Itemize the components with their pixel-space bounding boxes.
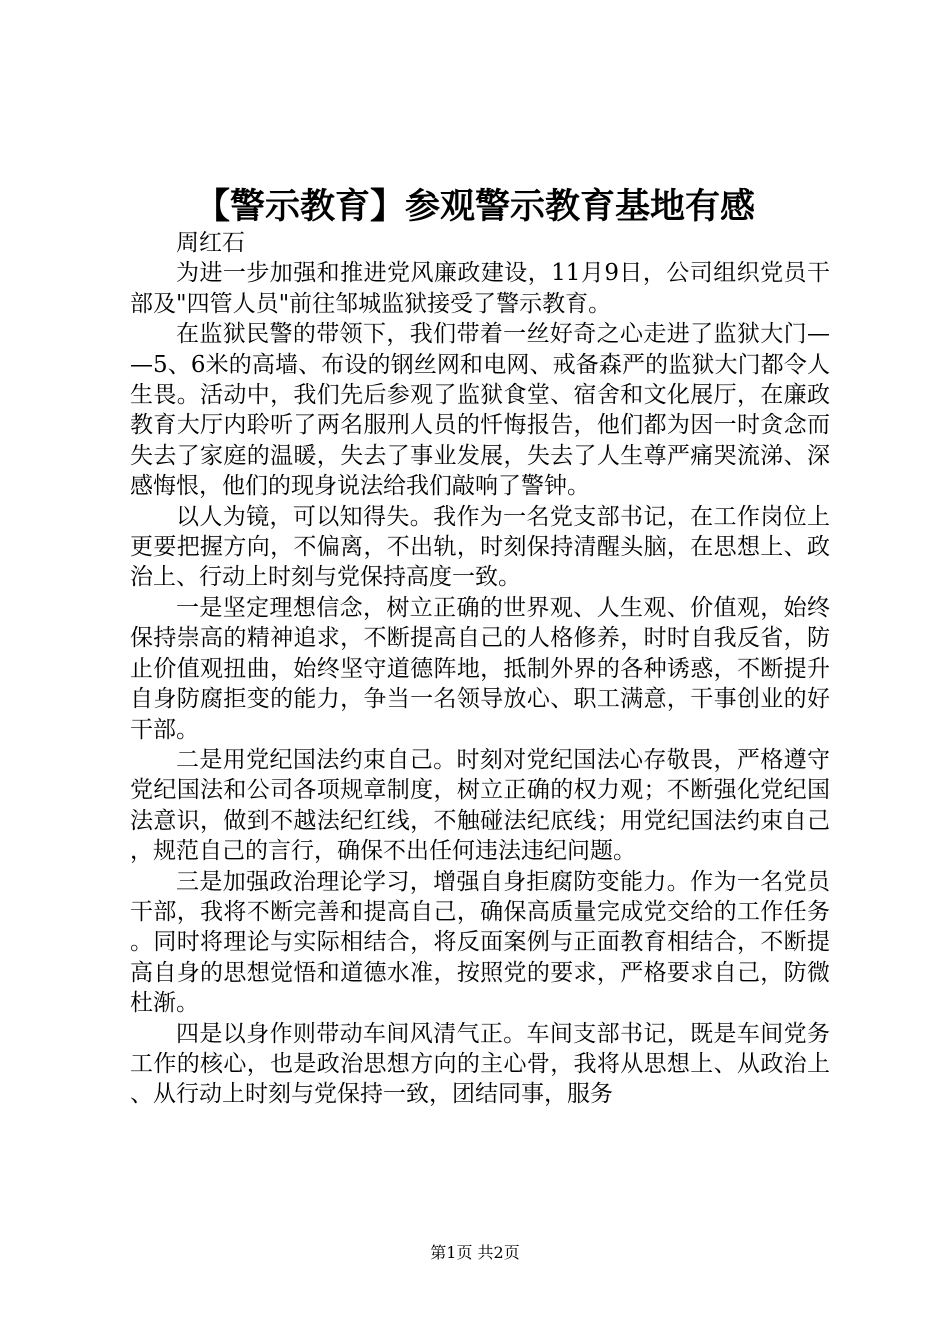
paragraph-point-one: 一是坚定理想信念，树立正确的世界观、人生观、价值观，始终保持崇高的精神追求，不断提高自己的人格修养，时时自我反省，防止价值观扭曲，始终坚守道德阵地，抵制外界的各种诱惑，不断提升自身防腐拒变的能力，争当一名领导放心、职工满意，干事创业的好干部。 — [130, 594, 830, 743]
paragraph-point-three: 三是加强政治理论学习，增强自身拒腐防变能力。作为一名党员干部，我将不断完善和提高自己，确保高质量完成党交给的工作任务。同时将理论与实际相结合，将反面案例与正面教育相结合，不断提高自身的思想觉悟和道德水准，按照党的要求，严格要求自己，防微杜渐。 — [130, 868, 830, 1017]
paragraph-point-four: 四是以身作则带动车间风清气正。车间支部书记，既是车间党务工作的核心，也是政治思想方向的主心骨，我将从思想上、从政治上、从行动上时刻与党保持一致，团结同事，服务 — [130, 1020, 830, 1108]
page-number: 第1页 — [430, 1243, 473, 1262]
paragraph-visit: 在监狱民警的带领下，我们带着一丝好奇之心走进了监狱大门——5、6米的高墙、布设的钢丝网和电网、戒备森严的监狱大门都令人生畏。活动中，我们先后参观了监狱食堂、宿舍和文化展厅，在廉政教育大厅内聆听了两名服刑人员的忏悔报告，他们都为因一时贪念而失去了家庭的温暖，失去了事业发展，失去了人生尊严痛哭流涕、深感悔恨，他们的现身说法给我们敲响了警钟。 — [130, 321, 830, 500]
paragraph-intro: 为进一步加强和推进党风廉政建设，11月9日，公司组织党员干部及"四管人员"前往邹城监狱接受了警示教育。 — [130, 260, 830, 317]
paragraph-reflection: 以人为镜，可以知得失。我作为一名党支部书记，在工作岗位上更要把握方向，不偏离，不出轨，时刻保持清醒头脑，在思想上、政治上、行动上时刻与党保持高度一致。 — [130, 503, 830, 591]
page-footer — [0, 1243, 950, 1263]
paragraph-point-two: 二是用党纪国法约束自己。时刻对党纪国法心存敬畏，严格遵守党纪国法和公司各项规章制度，树立正确的权力观；不断强化党纪国法意识，做到不越法纪红线，不触碰法纪底线；用党纪国法约束自己，规范自己的言行，确保不出任何违法违纪问题。 — [130, 746, 830, 865]
author-line: 周红石 — [176, 230, 245, 256]
document-title: 【警示教育】参观警示教育基地有感 — [194, 186, 755, 227]
document-body — [130, 228, 830, 1110]
page-total: 共2页 — [477, 1243, 520, 1262]
